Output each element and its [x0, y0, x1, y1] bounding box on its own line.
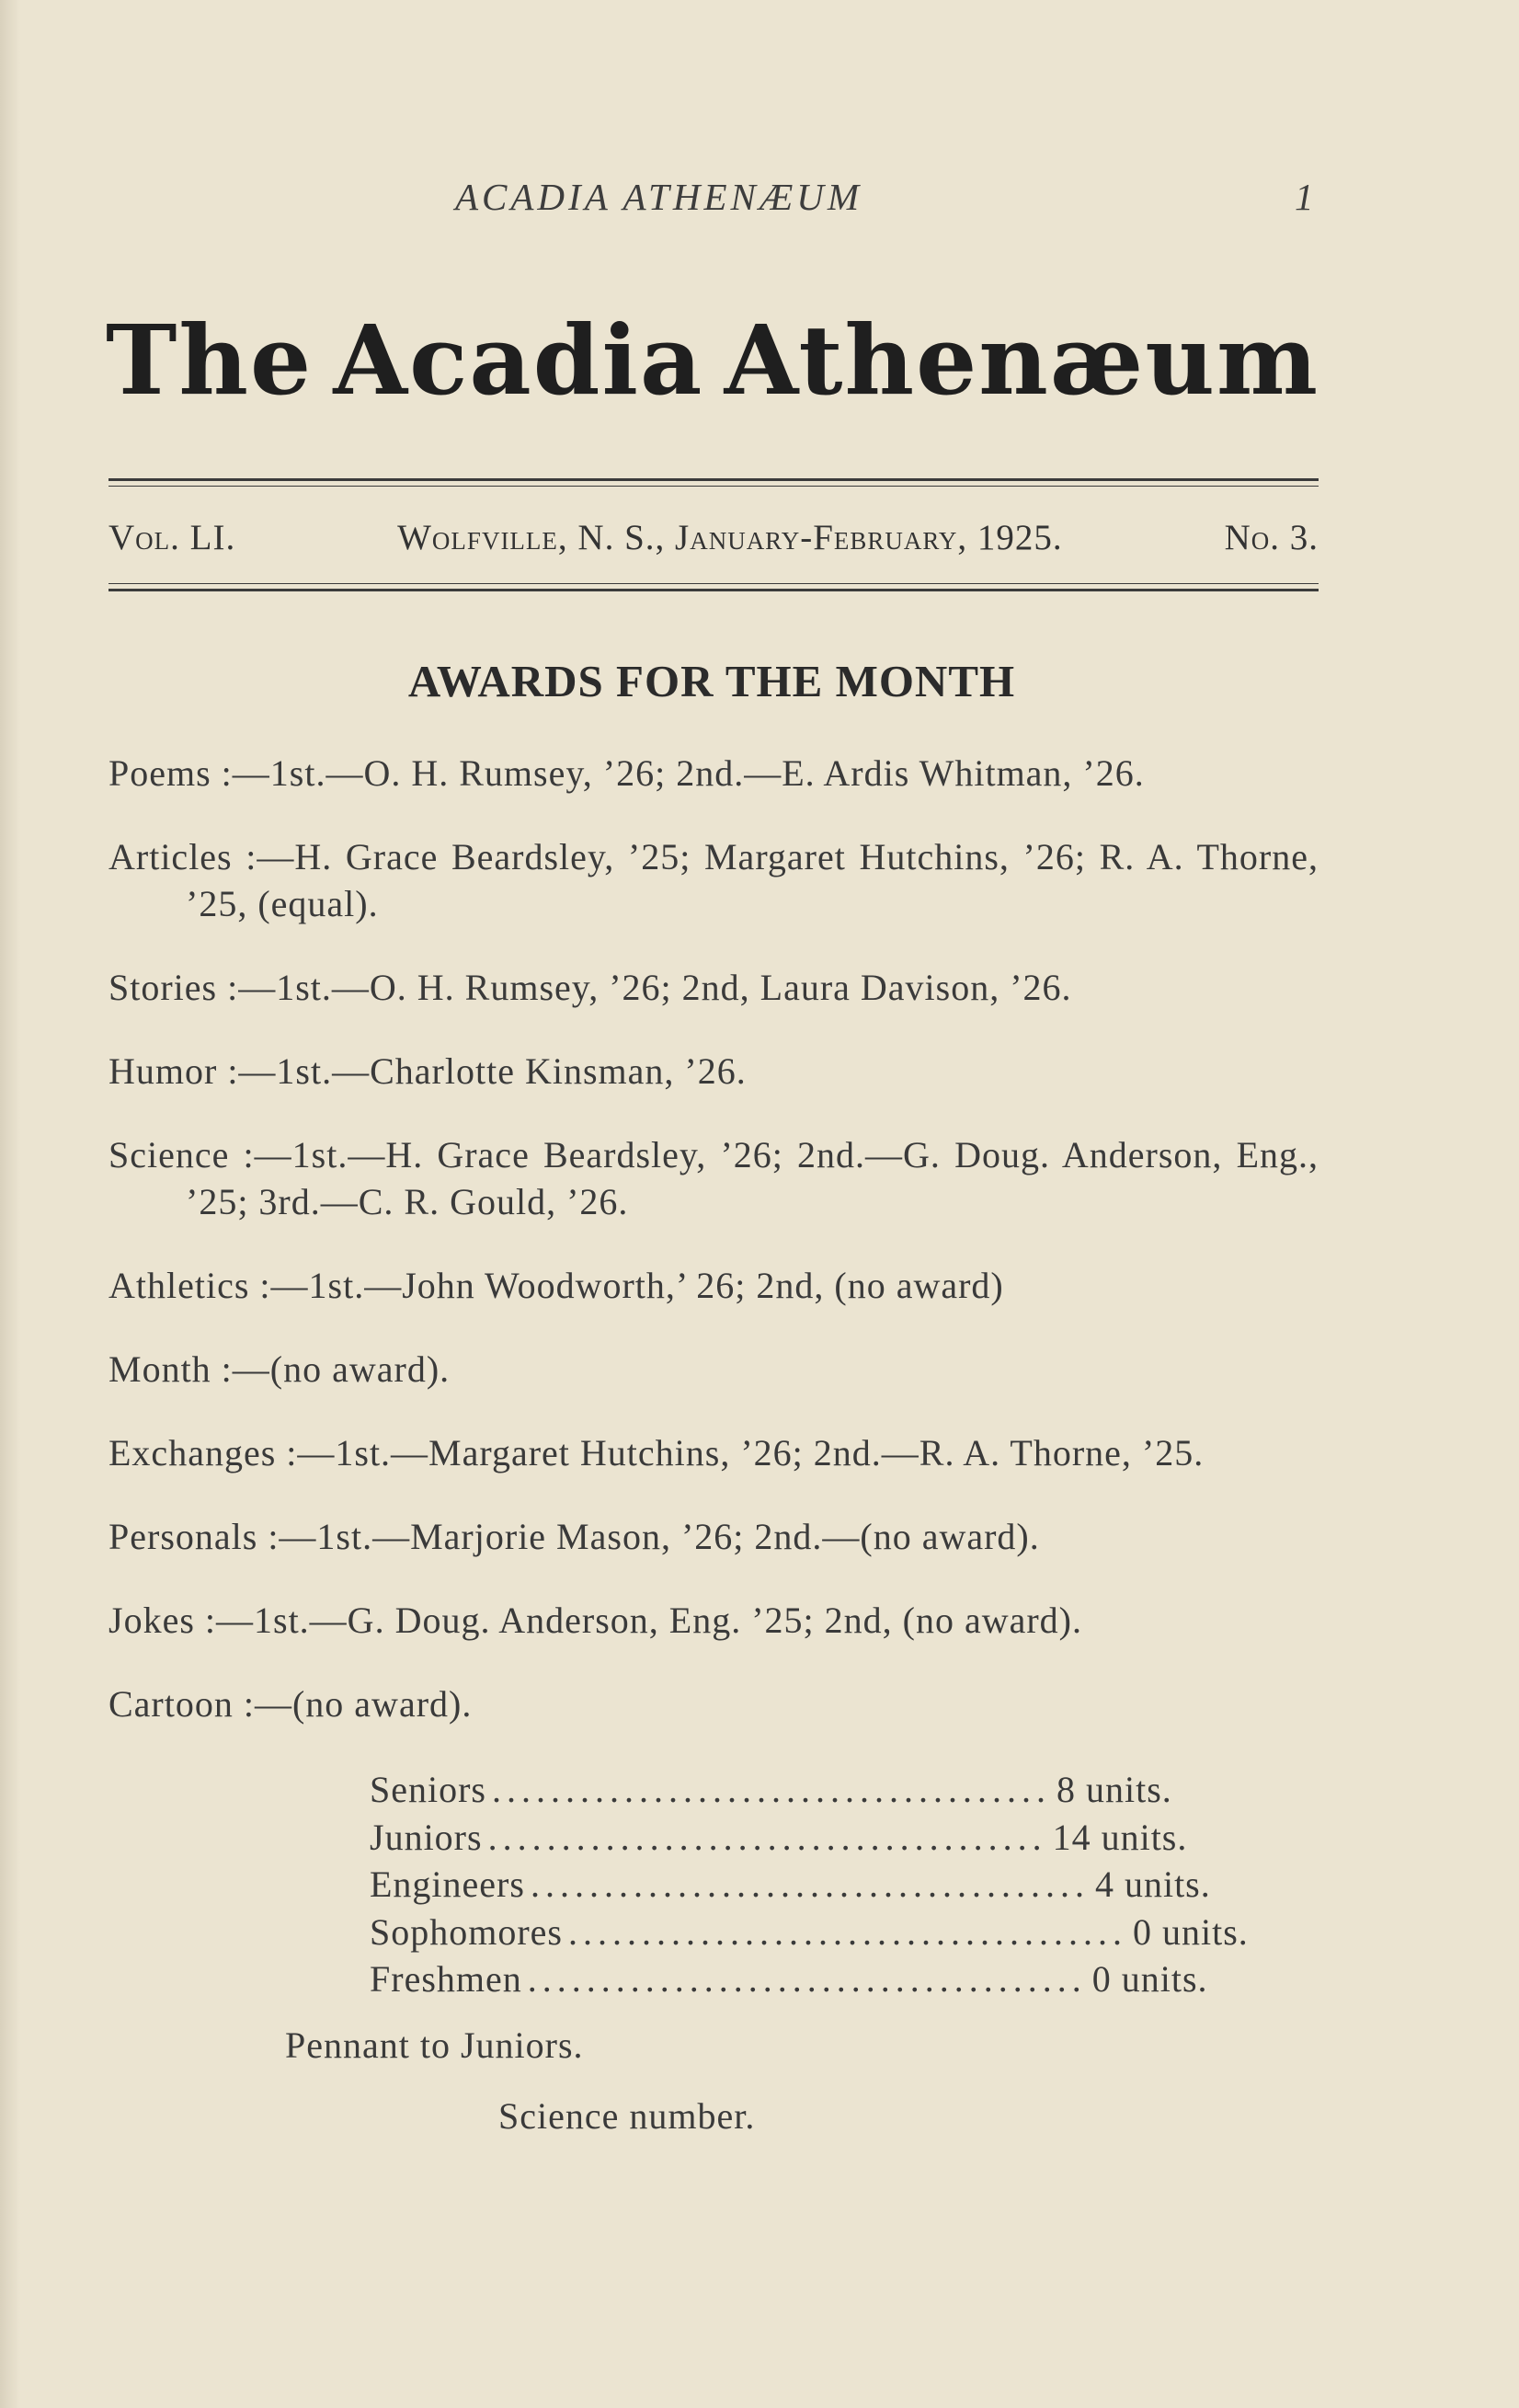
double-rule-top: [108, 478, 1319, 487]
tally-row: [370, 1863, 1211, 1910]
masthead-word: The: [106, 304, 314, 417]
tally-units: 4 units.: [1094, 1863, 1211, 1905]
award-entry: Month :—(no award).: [108, 1348, 451, 1390]
science-number-note: Science number.: [498, 2095, 756, 2137]
tally-class: Seniors: [370, 1769, 486, 1810]
award-entry: Athletics :—1st.—John Woodworth,’ 26; 2nd, (no award): [108, 1265, 1004, 1306]
tally-class: Engineers: [370, 1863, 525, 1905]
tally-class: Sophomores: [370, 1910, 563, 1953]
tally-class: Juniors: [370, 1816, 483, 1858]
volume-line: [108, 517, 1319, 558]
award-entry: Exchanges :—1st.—Margaret Hutchins, ’26; 2nd.—R. A. Thorne, ’25.: [108, 1432, 1205, 1473]
masthead: [106, 304, 1319, 417]
award-entry: Stories :—1st.—O. H. Rumsey, ’26; 2nd, Laura Davison, ’26.: [108, 967, 1072, 1008]
award-entry: Jokes :—1st.—G. Doug. Anderson, Eng. ’25; 2nd, (no award).: [108, 1600, 1082, 1641]
tally-row: [370, 1768, 1172, 1816]
place-date: Wolfville, N. S., January-February, 1925.: [397, 518, 1063, 557]
award-entry: Humor :—1st.—Charlotte Kinsman, ’26.: [108, 1050, 747, 1092]
leader-dots: ......................................: [530, 1863, 1090, 1905]
leader-dots: ......................................: [527, 1958, 1087, 2000]
award-entry: Poems :—1st.—O. H. Rumsey, ’26; 2nd.—E. Ardis Whitman, ’26.: [108, 752, 1145, 794]
issue-number: No. 3.: [1224, 518, 1319, 557]
award-entry: Articles :—H. Grace Beardsley, ’25; Margaret Hutchins, ’26; R. A. Thorne, ’25, (equal).: [108, 836, 1319, 924]
running-title: ACADIA ATHENÆUM: [455, 176, 863, 218]
awards-list: [108, 750, 1319, 1749]
tally-units: 0 units.: [1133, 1910, 1249, 1953]
page-edge-shadow: [0, 0, 20, 2408]
tally-row: [370, 1816, 1188, 1863]
masthead-word: Acadia: [333, 304, 704, 417]
masthead-word: Athenæum: [724, 304, 1319, 417]
tally-row: [370, 1957, 1208, 2005]
leader-dots: ......................................: [568, 1910, 1127, 1953]
section-heading: AWARDS FOR THE MONTH: [407, 656, 1016, 706]
award-entry: Cartoon :—(no award).: [108, 1683, 473, 1725]
tally-row: [370, 1910, 1249, 1958]
class-tally: [370, 1768, 1249, 2005]
tally-class: Freshmen: [370, 1958, 522, 2000]
award-entry: Science :—1st.—H. Grace Beardsley, ’26; 2nd.—G. Doug. Anderson, Eng., ’25; 3rd.—C. R. Gould, ’26.: [108, 1134, 1319, 1222]
tally-units: 0 units.: [1091, 1958, 1208, 2000]
leader-dots: ......................................: [492, 1769, 1051, 1810]
tally-units: 8 units.: [1056, 1769, 1172, 1810]
tally-units: 14 units.: [1052, 1816, 1188, 1858]
pennant-note: Pennant to Juniors.: [285, 2024, 584, 2066]
volume-number: Vol. LI.: [108, 518, 236, 557]
running-head: [0, 175, 1519, 230]
leader-dots: ......................................: [487, 1816, 1047, 1858]
page-number: 1: [1295, 176, 1314, 218]
double-rule-bottom: [108, 583, 1319, 591]
award-entry: Personals :—1st.—Marjorie Mason, ’26; 2nd.—(no award).: [108, 1516, 1040, 1557]
